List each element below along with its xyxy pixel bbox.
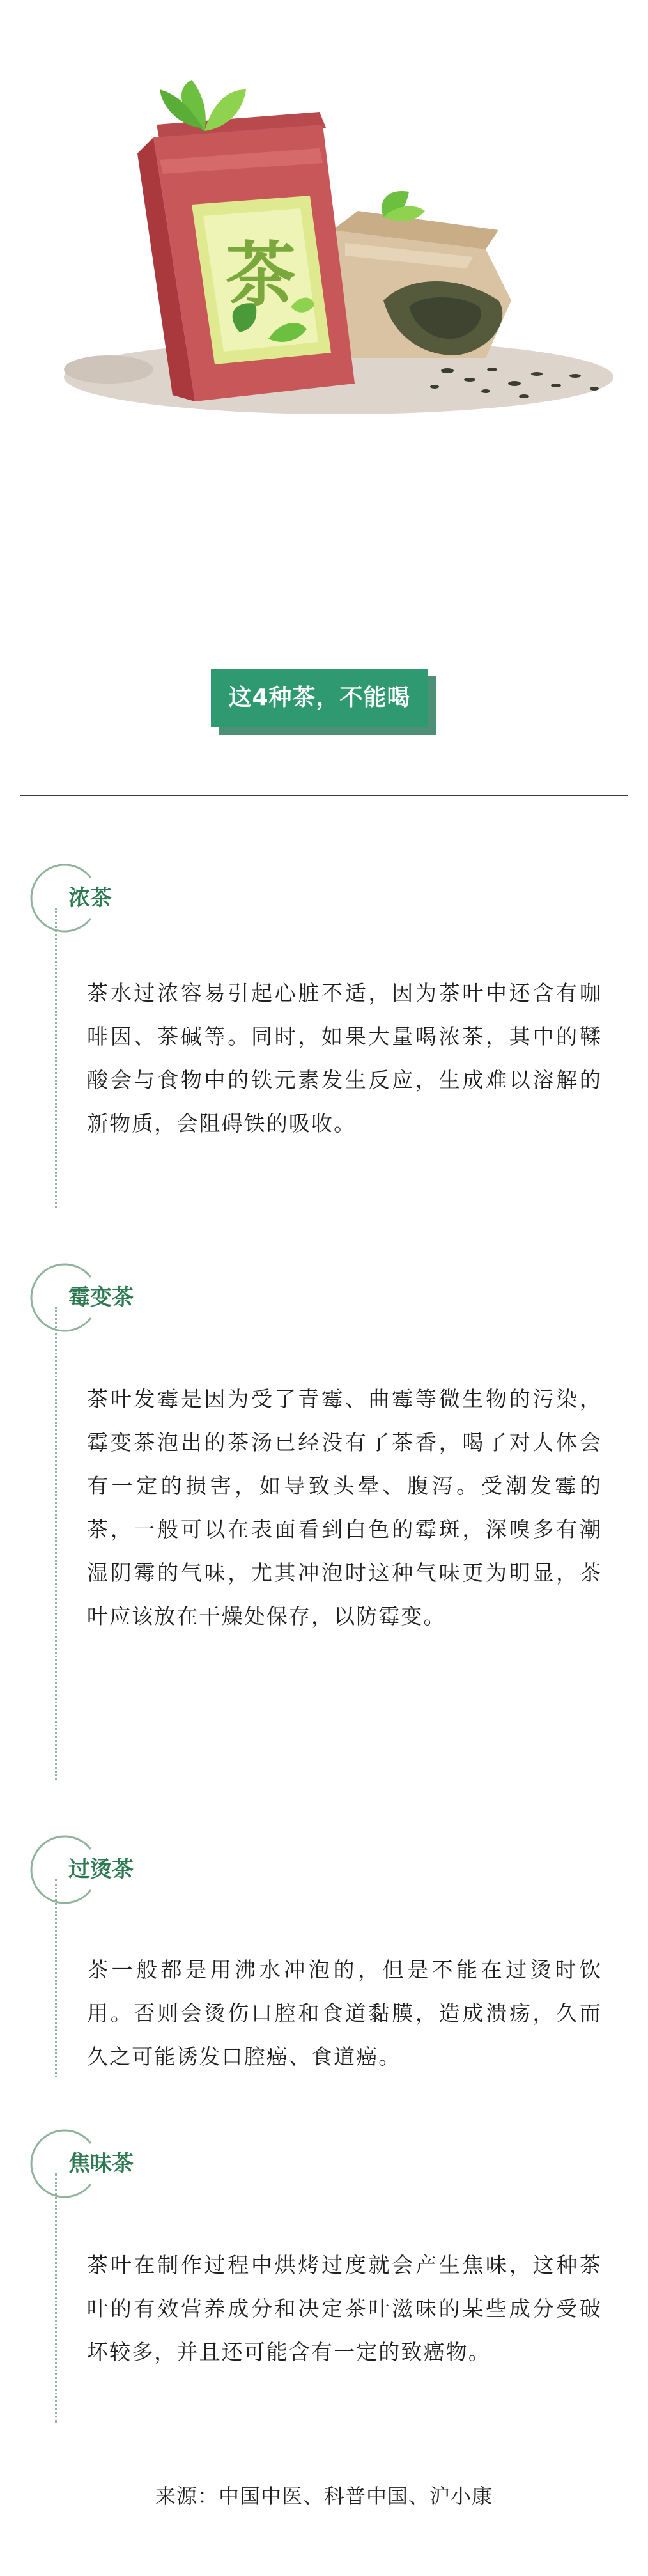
section-title: 焦味茶 (68, 2151, 134, 2176)
section-heading (20, 860, 212, 936)
section-title: 霉变茶 (68, 1285, 134, 1310)
divider (20, 795, 628, 796)
timeline-line (55, 1307, 57, 1780)
timeline-line (55, 2173, 57, 2423)
section-heading (20, 1831, 212, 1908)
section-heading (20, 1259, 212, 1336)
red-tea-bag (137, 112, 355, 401)
section-body: 茶一般都是用沸水冲泡的，但是不能在过烫时饮用。否则会烫伤口腔和食道黏膜，造成溃疡，久而久之可能诱发口腔癌、食道癌。 (87, 1957, 602, 2069)
section-title: 浓茶 (68, 885, 112, 911)
timeline-line (55, 1879, 57, 2077)
section-heading (20, 2125, 212, 2202)
section-body: 茶叶发霉是因为受了青霉、曲霉等微生物的污染，霉变茶泡出的茶汤已经没有了茶香，喝了对人体会有一定的损害，如导致头晕、腹泻。受潮发霉的茶，一般可以在表面看到白色的霉斑，深嗅多有潮湿阴霉的气味，尤其冲泡时这种气味更为明显，茶叶应该放在干燥处保存，以防霉变。 (87, 1386, 602, 1629)
page-title: 这4种茶，不能喝 (211, 669, 428, 727)
section-body: 茶水过浓容易引起心脏不适，因为茶叶中还含有咖啡因、茶碱等。同时，如果大量喝浓茶，其中的鞣酸会与食物中的铁元素发生反应，生成难以溶解的新物质，会阻碍铁的吸收。 (87, 981, 602, 1136)
hero-illustration (0, 0, 648, 447)
bag-label-char: 茶 (226, 234, 296, 316)
timeline-line (55, 908, 57, 1208)
title-banner (0, 658, 648, 735)
source-credit: 来源：中国中医、科普中国、沪小康 (155, 2484, 493, 2508)
leaf-sprig-right (382, 191, 425, 221)
section-title: 过烫茶 (68, 1857, 134, 1882)
section-body: 茶叶在制作过程中烘烤过度就会产生焦味，这种茶叶的有效营养成分和决定茶叶滋味的某些成分受破坏较多，并且还可能含有一定的致癌物。 (87, 2253, 602, 2364)
kraft-bag (332, 211, 511, 358)
